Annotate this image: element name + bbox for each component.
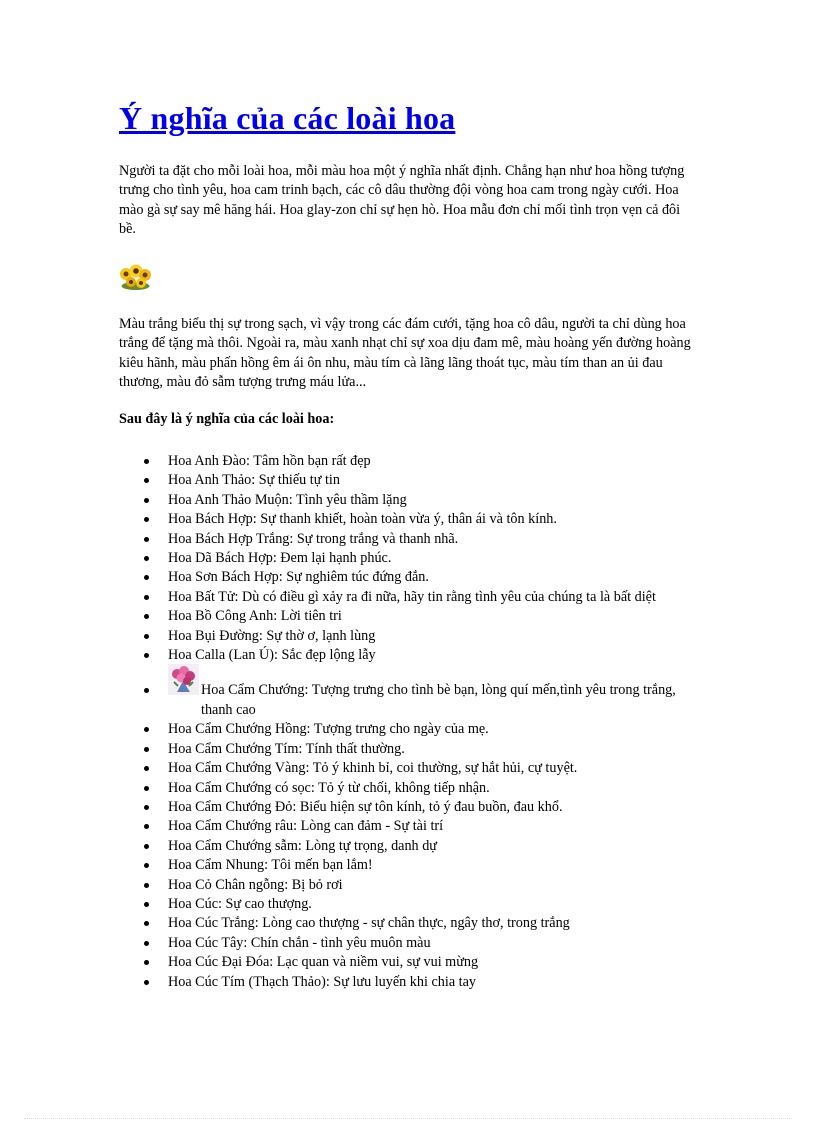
list-item (143, 646, 698, 665)
list-item-text: Hoa Anh Đào: Tâm hồn bạn rất đẹp (168, 453, 371, 469)
colors-paragraph: Màu trắng biểu thị sự trong sạch, vì vậy trong các đám cưới, tặng hoa cô dâu, người ta chỉ dùng hoa trắng để tặng mà thôi. Ngoài ra, màu xanh nhạt chỉ sự xoa dịu đam mê, màu hoàng yến đường hoàng kiêu hãnh, màu phấn hồng êm ái ôn nhu, màu tím cà lãng lãng thoát tục, màu tím than an ủi đau thương, màu đỏ sẫm tượng trưng máu lửa... (119, 316, 691, 391)
page-title-link[interactable]: Ý nghĩa của các loài hoa (119, 100, 456, 136)
list-item (143, 740, 698, 759)
list-item (143, 549, 698, 568)
page-bottom-divider (24, 1118, 792, 1119)
list-item-text: Hoa Cẩm Chướng Tím: Tính thất thường. (168, 740, 405, 757)
list-item (143, 876, 698, 895)
list-item-text: Hoa Sơn Bách Hợp: Sự nghiêm túc đứng đắn. (168, 569, 429, 586)
list-item-text: Hoa Calla (Lan Ú): Sắc đẹp lộng lẫy (168, 647, 376, 664)
list-item (143, 568, 698, 587)
list-item-text: Hoa Cúc Trắng: Lòng cao thượng - sự chân thực, ngây thơ, trong trắng (168, 915, 570, 932)
list-item (143, 798, 698, 817)
carnation-bouquet-icon (168, 664, 199, 695)
list-item-text: Hoa Cẩm Chướng có sọc: Tỏ ý từ chối, không tiếp nhận. (168, 779, 490, 796)
list-item (143, 914, 698, 933)
list-item (143, 607, 698, 626)
list-item-text: Hoa Bụi Đường: Sự thờ ơ, lạnh lùng (168, 627, 376, 644)
list-item-text: Hoa Cúc Tím (Thạch Thảo): Sự lưu luyến khi chia tay (168, 973, 476, 990)
list-item-text: Hoa Cẩm Chướng Đỏ: Biểu hiện sự tôn kính, tỏ ý đau buồn, đau khổ. (168, 798, 563, 815)
list-item-text: Hoa Cẩm Chướng: Tượng trưng cho tình bè bạn, lòng quí mến,tình yêu trong trắng, thanh cao (201, 682, 676, 718)
list-item (143, 856, 698, 875)
list-item-text: Hoa Cẩm Chướng sẫm: Lòng tự trọng, danh dự (168, 837, 437, 854)
list-item-text: Hoa Cẩm Nhung: Tôi mến bạn lắm! (168, 857, 373, 874)
list-item-text: Hoa Cẩm Chướng râu: Lòng can đảm - Sự tài trí (168, 818, 444, 835)
list-item (143, 491, 698, 510)
list-item-text: Hoa Cỏ Chân ngỗng: Bị bỏ rơi (168, 876, 343, 893)
sunflower-bouquet-icon (119, 262, 152, 291)
list-item (143, 817, 698, 836)
list-item (143, 720, 698, 739)
list-item (143, 973, 698, 992)
list-item (143, 759, 698, 778)
list-item-text: Hoa Dã Bách Hợp: Đem lại hạnh phúc. (168, 550, 392, 567)
list-item (143, 510, 698, 529)
list-item-text: Hoa Anh Thảo Muộn: Tình yêu thầm lặng (168, 491, 407, 508)
list-item (143, 471, 698, 490)
list-item-text: Hoa Anh Thảo: Sự thiếu tự tin (168, 472, 340, 489)
list-item-text: Hoa Bách Hợp Trắng: Sự trong trắng và thanh nhã. (168, 530, 459, 547)
list-item (143, 779, 698, 798)
list-item (143, 627, 698, 646)
intro-paragraph: Người ta đặt cho mỗi loài hoa, mỗi màu hoa một ý nghĩa nhất định. Chẳng hạn như hoa hồng tượng trưng cho tình yêu, hoa cam trinh bạch, các cô dâu thường đội vòng hoa cam trong ngày cưới. Hoa mào gà sự say mê hăng hái. Hoa glay-zon chỉ sự hẹn hò. Hoa mẫu đơn chỉ mối tình trọn vẹn cả đôi bề. (119, 163, 685, 238)
list-item-text: Hoa Cúc Đại Đóa: Lạc quan và niềm vui, sự vui mừng (168, 954, 479, 971)
list-item (143, 837, 698, 856)
list-item (143, 452, 698, 471)
list-item (143, 665, 698, 720)
list-item-text: Hoa Cẩm Chướng Hồng: Tượng trưng cho ngày của mẹ. (168, 721, 489, 738)
list-item (143, 588, 698, 607)
flower-meaning-list (143, 452, 698, 992)
list-item (143, 895, 698, 914)
list-heading: Sau đây là ý nghĩa của các loài hoa: (119, 411, 335, 427)
list-item-text: Hoa Bách Hợp: Sự thanh khiết, hoàn toàn vừa ý, thân ái và tôn kính. (168, 511, 557, 528)
list-item-text: Hoa Cẩm Chướng Vàng: Tỏ ý khinh bỉ, coi thường, sự hắt hủi, cự tuyệt. (168, 760, 578, 777)
list-item-text: Hoa Cúc Tây: Chín chắn - tình yêu muôn màu (168, 934, 431, 951)
list-item (143, 953, 698, 972)
list-item-text: Hoa Bồ Công Anh: Lời tiên tri (168, 608, 342, 625)
list-item-text: Hoa Bất Tử: Dù có điều gì xảy ra đi nữa, hãy tin rằng tình yêu của chúng ta là bất diệt (168, 588, 656, 605)
list-item (143, 530, 698, 549)
list-item (143, 934, 698, 953)
list-item-text: Hoa Cúc: Sự cao thượng. (168, 895, 312, 912)
